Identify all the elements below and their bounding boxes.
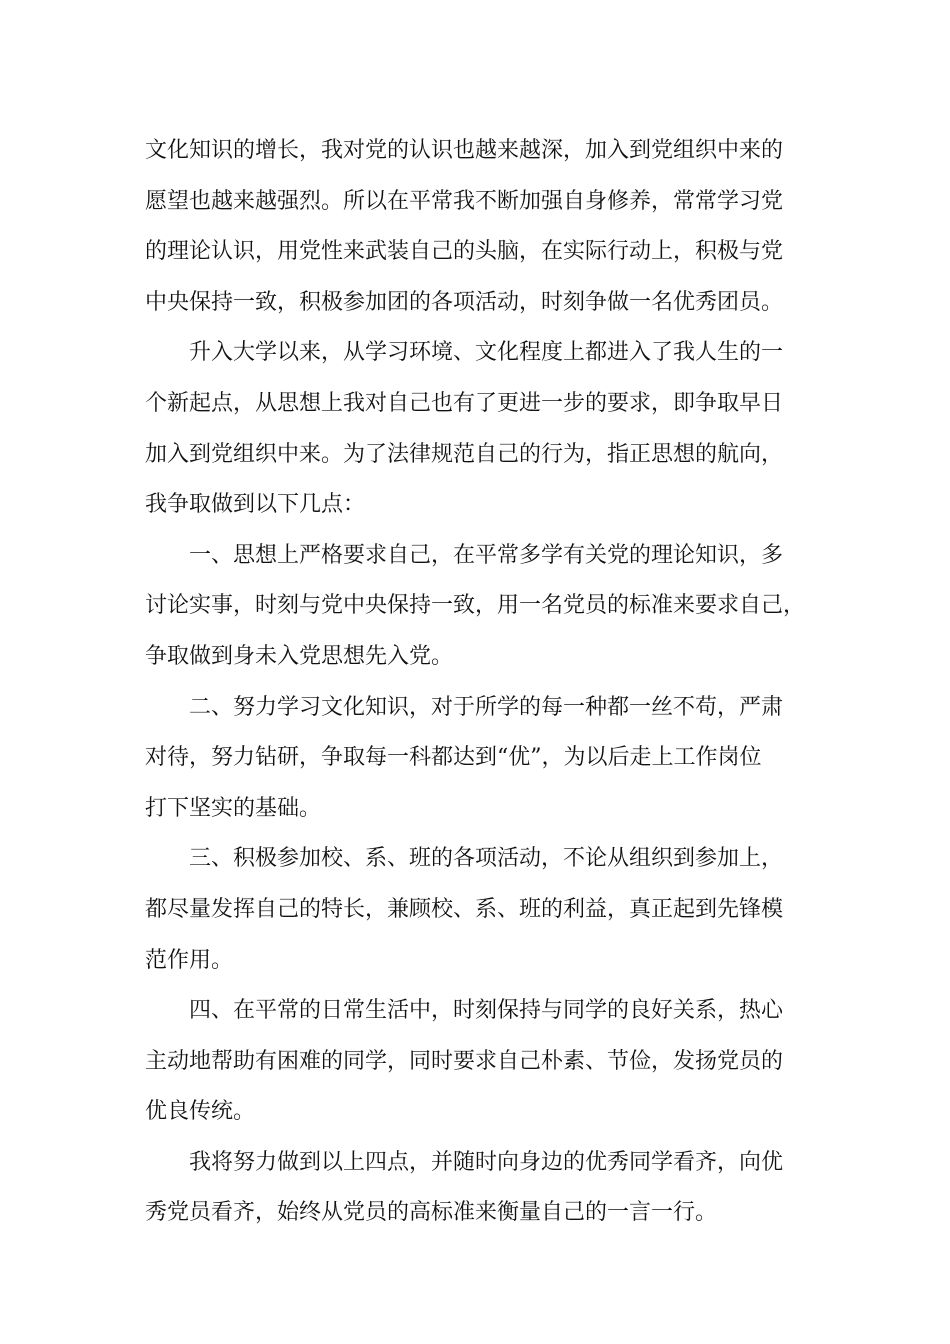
text-line: 我将努力做到以上四点，并随时向身边的优秀同学看齐，向优 [189,1149,784,1175]
paragraph-point-one [145,531,815,683]
text-line: 三、积极参加校、系、班的各项活动，不论从组织到参加上， [189,846,784,872]
text-line: 打下坚实的基础。 [145,795,322,821]
text-line: 一、思想上严格要求自己，在平常多学有关党的理论知识，多 [189,542,784,568]
text-line: 我争取做到以下几点： [145,492,366,518]
document-body [145,126,815,1239]
text-line: 四、在平常的日常生活中，时刻保持与同学的良好关系，热心 [189,998,784,1024]
text-line: 的理论认识，用党性来武装自己的头脑，在实际行动上，积极与党 [145,239,784,265]
text-line: 文化知识的增长，我对党的认识也越来越深，加入到党组织中来的 [145,138,784,163]
paragraph-point-two [145,683,815,835]
text-line: 个新起点，从思想上我对自己也有了更进一步的要求，即争取早日 [145,390,784,416]
text-line: 优良传统。 [145,1099,256,1125]
text-line: 范作用。 [145,947,234,973]
text-line: 加入到党组织中来。为了法律规范自己的行为，指正思想的航向， [145,441,784,467]
paragraph-university [145,328,815,530]
text-line: 升入大学以来，从学习环境、文化程度上都进入了我人生的一 [189,340,784,366]
paragraph-conclusion [145,1138,815,1239]
text-line: 对待，努力钻研，争取每一科都达到“优”，为以后走上工作岗位 [145,745,762,771]
text-line: 都尽量发挥自己的特长，兼顾校、系、班的利益，真正起到先锋模 [145,896,784,922]
paragraph-point-four [145,986,815,1138]
paragraph-continuation [145,126,815,328]
paragraph-point-three [145,834,815,986]
text-line: 二、努力学习文化知识，对于所学的每一种都一丝不苟，严肃 [189,694,784,720]
text-line: 秀党员看齐，始终从党员的高标准来衡量自己的一言一行。 [145,1200,718,1226]
text-line: 讨论实事，时刻与党中央保持一致，用一名党员的标准来要求自己， [145,593,806,619]
text-line: 愿望也越来越强烈。所以在平常我不断加强自身修养，常常学习党 [145,188,784,214]
text-line: 中央保持一致，积极参加团的各项活动，时刻争做一名优秀团员。 [145,289,784,315]
text-line: 主动地帮助有困难的同学，同时要求自己朴素、节俭，发扬党员的 [145,1048,784,1074]
text-line: 争取做到身未入党思想先入党。 [145,643,454,669]
